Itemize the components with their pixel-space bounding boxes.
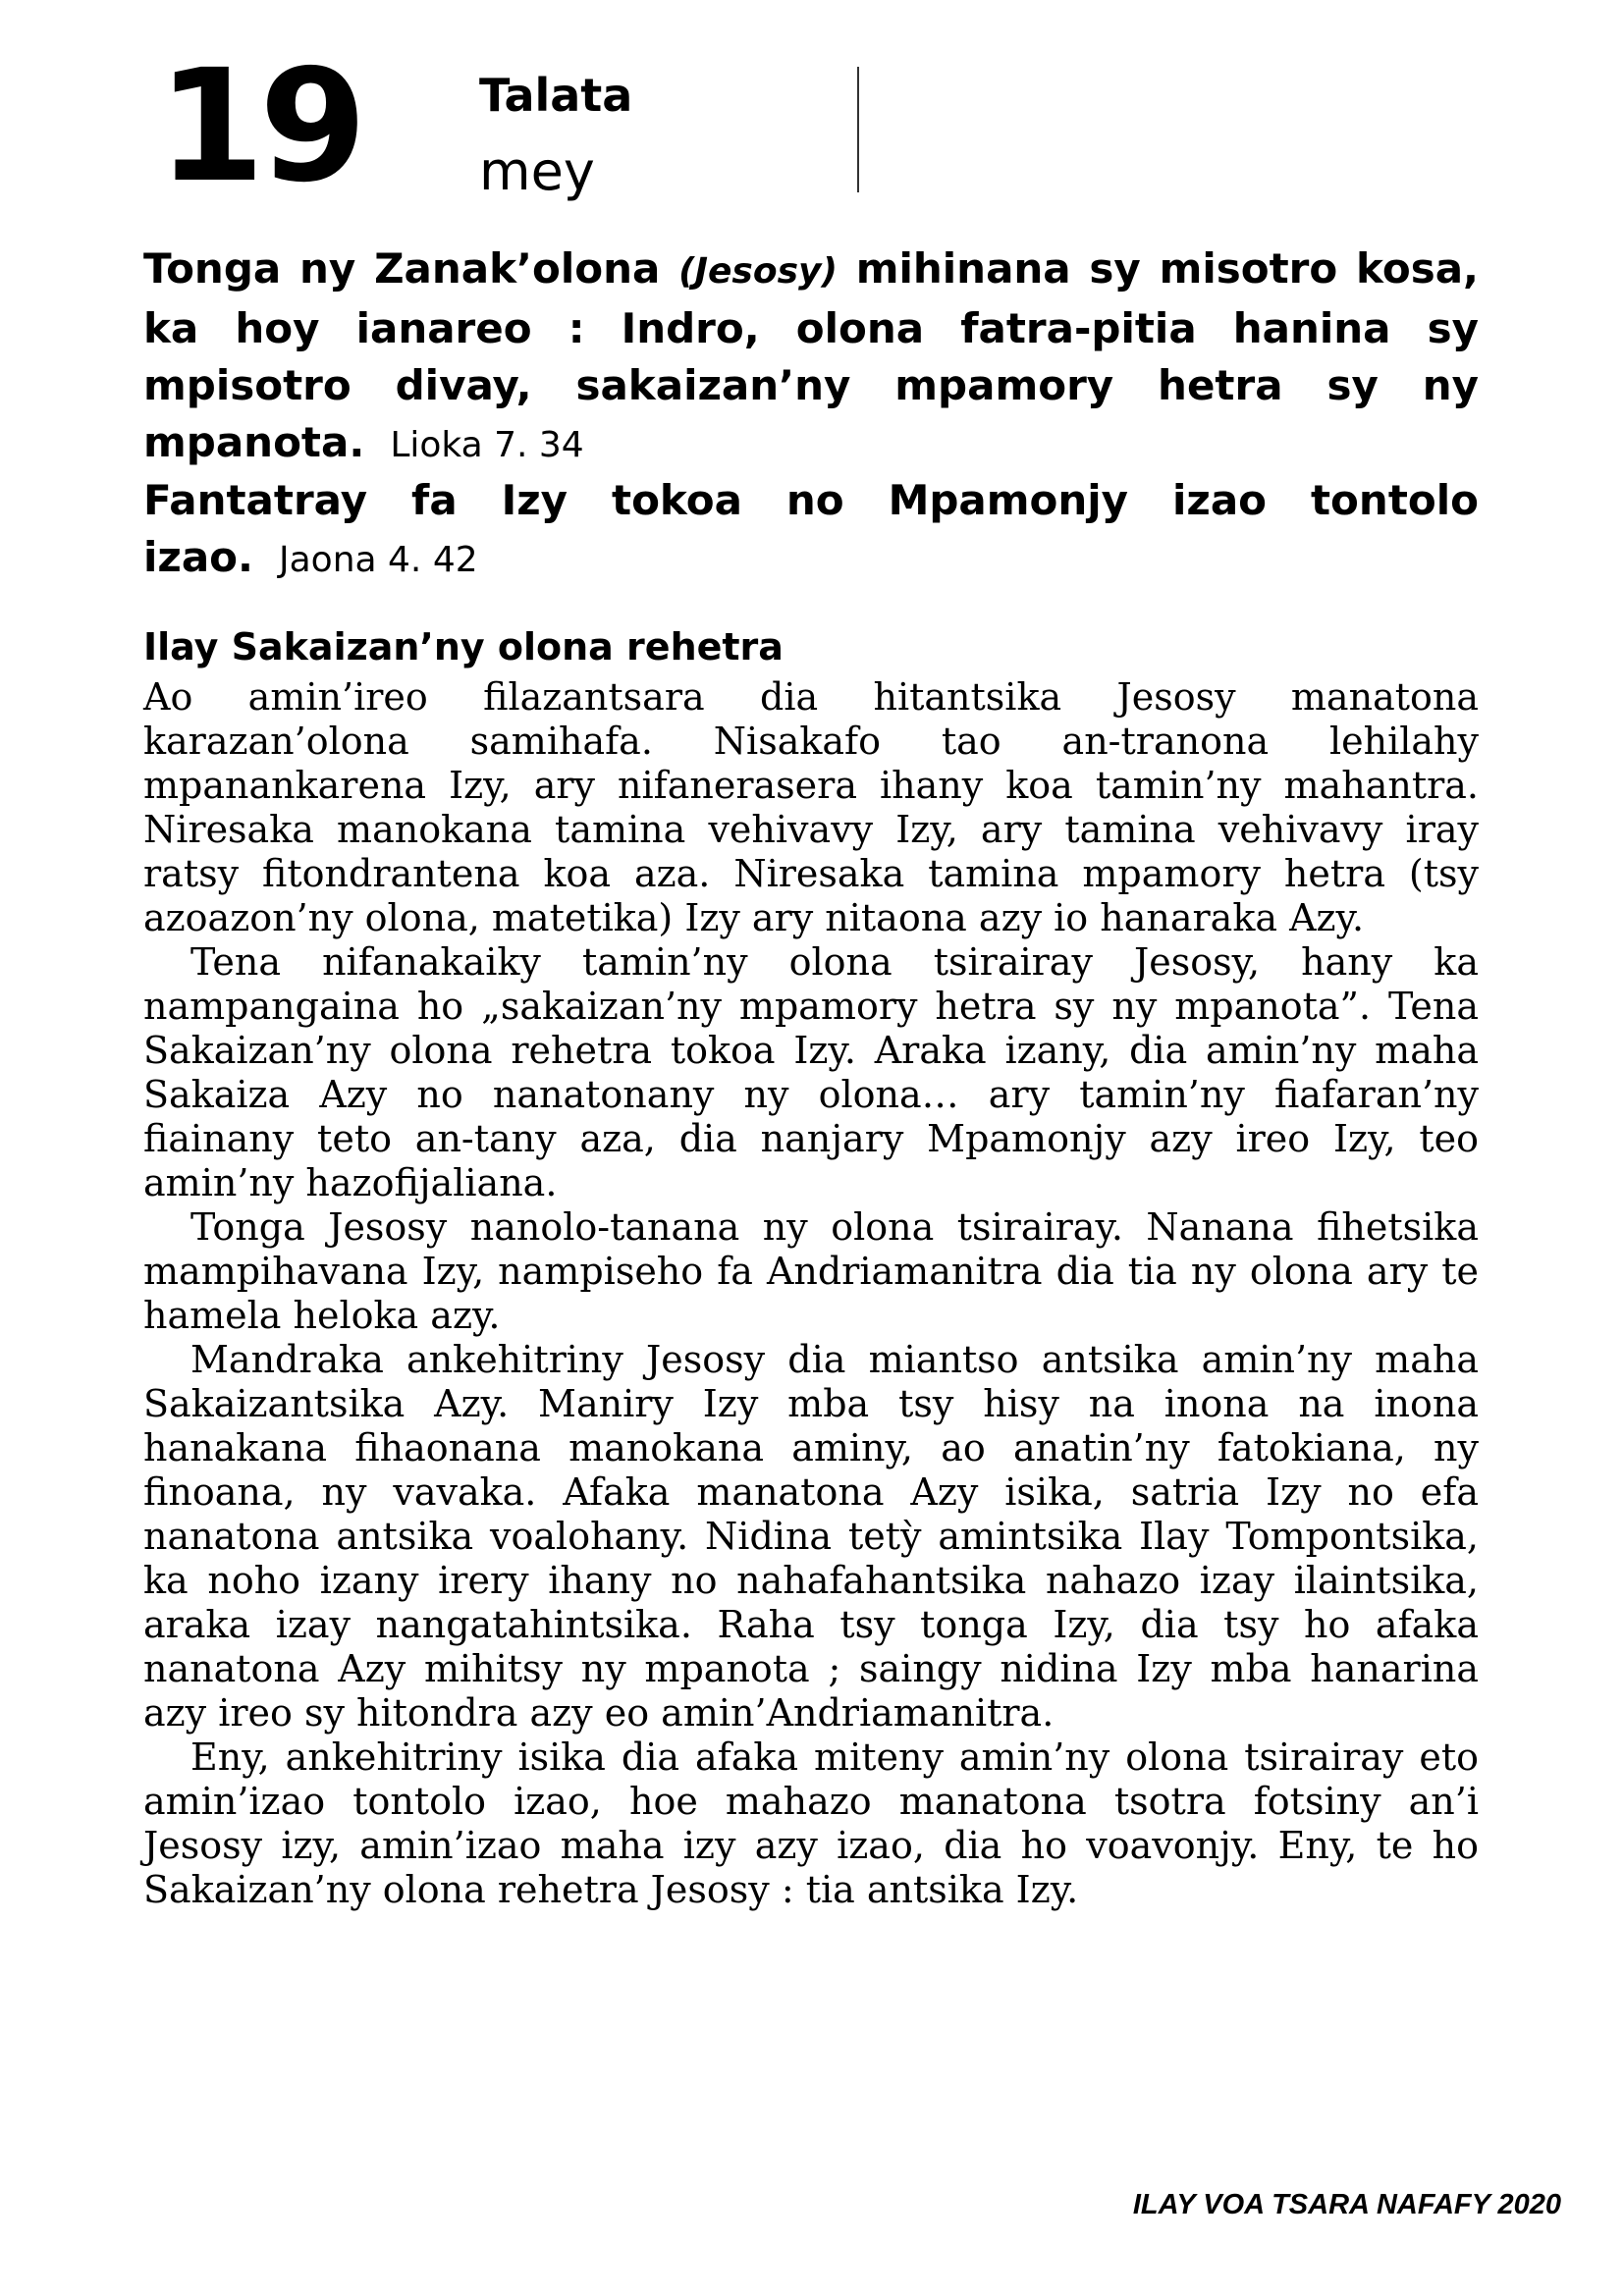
month: mey: [479, 140, 595, 202]
verse-2: [143, 472, 1479, 589]
devotional-paragraph: Tena nifanakaiky tamin’ny olona tsirairay Jesosy, hany ka nampangaina ho „sakaizan’ny mpamory hetra sy ny mpanota”. Tena Sakaizan’ny olona rehetra tokoa Izy. Araka izany, dia amin’ny maha Sakaiza Azy no nanatonany ny olona… ary tamin’ny fiafaran’ny fiainany teto an-tany aza, dia nanjary Mpamonjy azy ireo Izy, teo amin’ny hazofijaliana.: [143, 940, 1479, 1204]
header-divider: [857, 67, 859, 192]
verse-2-reference: Jaona 4. 42: [279, 540, 478, 580]
weekday: Talata: [479, 69, 633, 122]
devotional-paragraph: Eny, ankehitriny isika dia afaka miteny amin’ny olona tsirairay eto amin’izao tontolo izao, hoe mahazo manatona tsotra fotsiny an’i Jesosy izy, amin’izao maha izy azy izao, dia ho voavonjy. Eny, te ho Sakaizan’ny olona rehetra Jesosy : tia antsika Izy.: [143, 1735, 1479, 1911]
verse-1-reference: Lioka 7. 34: [390, 425, 584, 465]
verse-1: [143, 240, 1479, 474]
publication-footer: ILAY VOA TSARA NAFAFY 2020: [1132, 2189, 1561, 2220]
day-number: 19: [157, 36, 361, 217]
verse-1-note: (Jesosy): [678, 251, 838, 292]
devotional-paragraph: Tonga Jesosy nanolo-tanana ny olona tsirairay. Nanana fihetsika mampihavana Izy, nampiseho fa Andriamanitra dia tia ny olona ary te hamela heloka azy.: [143, 1205, 1479, 1337]
devotional-paragraph: Ao amin’ireo filazantsara dia hitantsika Jesosy manatona karazan’olona samihafa. Nisakafo tao an-tranona lehilahy mpanankarena Izy, ary nifanerasera ihany koa tamin’ny mahantra. Niresaka manokana tamina vehivavy Izy, ary tamina vehivavy iray ratsy fitondrantena koa aza. Niresaka tamina mpamory hetra (tsy azoazon’ny olona, matetika) Izy ary nitaona azy io hanaraka Azy.: [143, 675, 1479, 939]
devotional-paragraph: Mandraka ankehitriny Jesosy dia miantso antsika amin’ny maha Sakaizantsika Azy. Maniry Izy mba tsy hisy na inona na inona hanakana fihaonana manokana aminy, ao anatin’ny fatokiana, ny finoana, ny vavaka. Afaka manatona Azy isika, satria Izy no efa nanatona antsika voalohany. Nidina tetỳ amintsika Ilay Tompontsika, ka noho izany irery ihany no nahafahantsika nahazo izay ilaintsika, araka izay nangatahintsika. Raha tsy tonga Izy, dia tsy ho afaka nanatona Azy mihitsy ny mpanota ; saingy nidina Izy mba hanarina azy ireo sy hitondra azy eo amin’Andriamanitra.: [143, 1338, 1479, 1735]
verse-1-text-a: Tonga ny Zanak’olona: [143, 244, 679, 293]
verse-2-text: Fantatray fa Izy tokoa no Mpamonjy izao tontolo izao.: [143, 476, 1479, 581]
devotional-title: Ilay Sakaizan’ny olona rehetra: [143, 625, 784, 668]
devotional-body: [143, 675, 1479, 1912]
verse-1-text-b: mihinana sy misotro kosa, ka hoy ianareo : Indro, olona fatra-pitia hanina sy mpisotro divay, sakaizan’ny mpamory hetra sy ny mpanota.: [143, 244, 1479, 466]
